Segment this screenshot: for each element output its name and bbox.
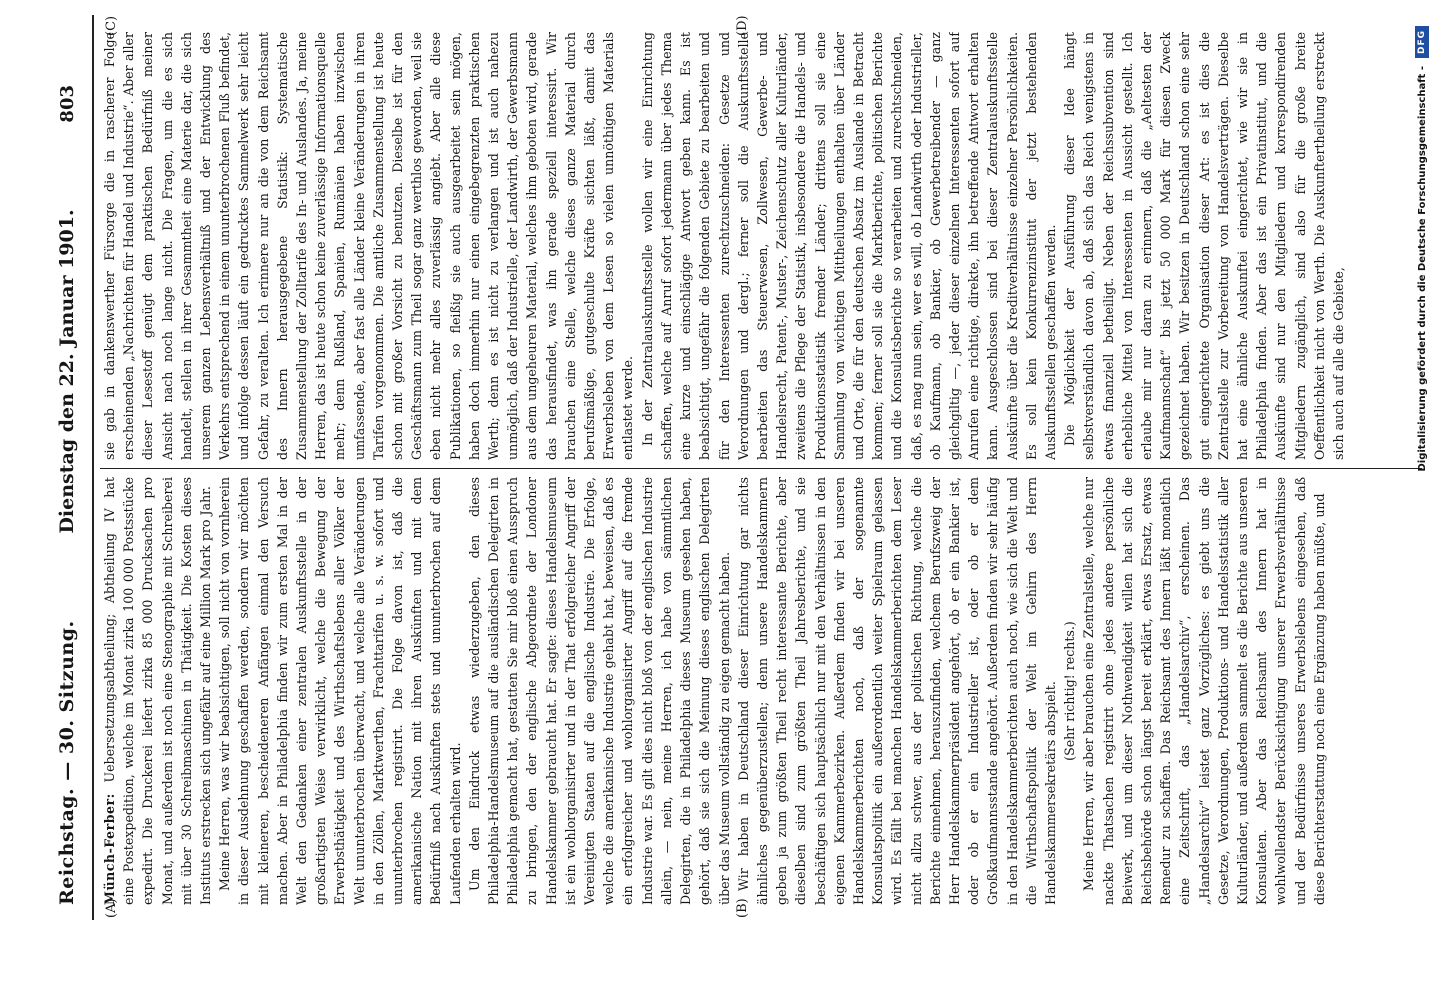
margin-marker-c: (C): [104, 15, 119, 36]
header-date: Dienstag den 22. Januar 1901.: [56, 209, 78, 534]
paragraph: Die Möglichkeit der Ausführung dieser Idee hängt selbstverständlich davon ab, daß sich das Reich wenigstens in etwas finanziell betheiligt. Neben der Reichssubvention sind erhebliche Mittel von Interessenten in Aussicht gestellt. Ich erlaube mir nur daran zu erinnern, daß die „Aeltesten der Kaufmannschaft“ bis jetzt 50 000 Mark für diesen Zweck gezeichnet haben. Wir besitzen in Deutschland schon eine sehr gut eingerichtete Organisation dieser Art: es ist dies die Zentralstelle zur Vorbereitung von Handelsverträgen. Dieselbe hat eine ähnliche Auskunftei eingerichtet, wie wir sie in Philadelphia finden. Aber das ist ein Privatinstitut, und die Auskünfte sind nur den Mitgliedern und korrespondirenden Mitgliedern zugänglich, sind also für die große breite Oeffentlichkeit nicht von Werth. Die Auskunftertheilung erstreckt sich auch auf alle die Gebiete,: [1062, 32, 1346, 460]
left-column: [100, 477, 1424, 905]
speaker-name: Münch-Ferber:: [102, 793, 117, 905]
interjection: (Sehr richtig! rechts.): [1062, 621, 1078, 761]
right-column: [100, 32, 1424, 460]
credit-text: Digitalisierung gefördert durch die Deutsche Forschungsgemeinschaft -: [1416, 66, 1428, 472]
margin-marker-b: (B): [735, 898, 750, 918]
paragraph: Um den Eindruck etwas wiederzugeben, den dieses Philadelphia-Handelsmuseum auf die ausländischen Delegirten in Philadelphia gemacht hat, gestatten Sie mir bloß einen Ausspruch zu bringen, den der englische Abgeordnete der Londoner Handelskammer gebraucht hat. Er sagte: dieses Handelsmuseum ist ein wohlorganisirter und in der That erfolgreicher Angriff der Vereinigten Staaten auf die englische Industrie. Die Erfolge, welche die amerikanische Industrie gehabt hat, beweisen, daß es ein erfolgreicher und wohlorganisirter Angriff auf die fremde Industrie war. Es gilt dies nicht bloß von der englischen Industrie allein, — nein, meine Herren, ich habe von sämmtlichen Delegirten, die in Philadelphia dieses Museum gesehen haben, gehört, daß sie sich die Meinung dieses englischen Delegirten über das Museum vollständig zu eigen gemacht haben.: [466, 477, 732, 905]
paragraph: sie gab in dankenswerther Fürsorge die in rascherer Folge erscheinenden „Nachrichten für Handel und Industrie“. Aber aller dieser Lesestoff genügt dem praktischen Bedürfniß meiner Ansicht nach noch lange nicht. Die Fragen, um die es sich handelt, stellen in ihrer Gesammtheit eine Materie dar, die sich unserem ganzen Lebensverhältniß und der Entwicklung des Verkehrs entsprechend in einem ununterbrochenen Fluß befindet, und infolge dessen läuft ein gedrucktes Sammelwerk sehr leicht Gefahr, zu veralten. Ich erinnere nur an die von dem Reichsamt des Innern herausgegebene Statistik: Systematische Zusammenstellung der Zolltarife des In- und Auslandes. Ja, meine Herren, das ist heute schon keine zuverlässige Informationsquelle mehr; denn Rußland, Spanien, Rumänien haben inzwischen umfassende, aber fast alle Länder kleine Veränderungen in ihren Tarifen vorgenommen. Die amtliche Zusammenstellung ist heute schon mit großer Vorsicht zu benutzen. Dieselbe ist für den Geschäftsmann zum Theil sogar ganz werthlos geworden, weil sie eben nicht mehr alles zuverlässig angiebt. Aber alle diese Publikationen, so fleißig sie auch ausgearbeitet sein mögen, haben doch immerhin nur einen eingebegrenzten praktischen Werth; denn es ist nicht zu verlangen und ist auch nahezu unmöglich, daß der Industrielle, der Landwirth, der Gewerbsmann aus dem ungeheuren Material, welches ihm geboten wird, gerade das herausfindet, was ihn gerade speziell interessirt. Wir brauchen eine Stelle, welche dieses ganze Material durch berufsmäßige, gutgeschulte Kräfte sichten läßt, damit das Erwerbsleben von dem Lesen so vielen unnöthigen Materials entlastet werde.: [102, 32, 636, 460]
margin-marker-a: (A): [104, 898, 119, 918]
header-session: Reichstag. — 30. Sitzung.: [56, 620, 78, 905]
speaker-paragraph: [100, 477, 215, 905]
digitization-credit: [1414, 26, 1430, 986]
margin-marker-d: (D): [735, 15, 750, 36]
paragraph: Wir haben in Deutschland dieser Einrichtung gar nichts ähnliches gegenüberzustellen; denn unsere Handelskammern geben ja zum größten Theil recht interessante Berichte, aber dieselben sind zum größten Theil Jahresberichte, und sie beschäftigen sich hauptsächlich nur mit den Verhältnissen in den eigenen Kammerbezirken. Außerdem finden wir bei unseren Handelskammerberichten noch, daß der sogenannte Konsulatspolitik ein außerordentlich weiter Spielraum gelassen wird. Es fällt bei manchen Handelskammerberichten dem Leser nicht allzu schwer, aus der politischen Richtung, welche die Berichte einnehmen, herauszufinden, welchem Berufszweig der Herr Handelskammerpräsident angehört, ob er ein Bankier ist, oder ob er ein Industrieller ist, oder ob er dem Großkaufmannsstande angehört. Außerdem finden wir sehr häufig in den Handelskammerberichten auch noch, wie sich die Welt und die Wirthschaftspolitik der Welt im Gehirn des Herrn Handelskammersekretärs abspielt.: [735, 477, 1058, 905]
paragraph: Meine Herren, was wir beabsichtigen, soll nicht von vornherein in dieser Ausdehnung geschaffen werden, sondern wir möchten mit kleineren, bescheideneren Anfängen einmal den Versuch machen. Aber in Philadelphia finden wir zum ersten Mal in der Welt den Gedanken einer zentralen Auskunftsstelle in der großartigsten Weise verwirklicht, welche die Bewegung der Erwerbsthätigkeit und des Wirthschaftslebens aller Völker der Welt ununterbrochen überwacht, und welche alle Veränderungen in den Zöllen, Marktwerthen, Frachttarifen u. s. w. sofort und ununterbrochen registrirt. Die Folge davon ist, daß die amerikanische Nation mit ihren Auskünften und mit dem Bedürfniß nach Auskünften stets und ununterbrochen auf dem Laufenden erhalten wird.: [217, 477, 463, 905]
paragraph: In der Zentralauskunftsstelle wollen wir eine Einrichtung schaffen, welche auf Anruf sofort jedermann über jedes Thema eine kurze und einschlägige Antwort geben kann. Es ist beabsichtigt, ungefähr die folgenden Gebiete zu bearbeiten und für den Interessenten zurechtzuschneiden: Gesetze und Verordnungen und dergl.; ferner soll die Auskunftsstelle bearbeiten das Steuerwesen, Zollwesen, Gewerbe- und Handelsrecht, Patent-, Muster-, Zeichenschutz aller Kulturländer, zweitens die Pflege der Statistik, insbesondere die Handels- und Produktionsstatistik fremder Länder; drittens soll sie eine Sammlung von wichtigen Mittheilungen enthalten über Länder und Orte, die für den deutschen Absatz im Auslande in Betracht kommen; ferner soll sie die Marktberichte, politischen Berichte und die Konsulatsberichte so verarbeiten und zurechtschneiden, daß, es mag nun sein, wer es will, ob Landwirth oder Industrieller, ob Kaufmann, ob Bankier, ob Gewerbetreibender — ganz gleichgiltig —, jeder dieser einzelnen Interessenten sofort auf Anrufen eine richtige, direkte, ihn betreffende Antwort erhalten kann. Ausgeschlossen sind bei dieser Zentralauskunftsstelle Auskünfte über die Kreditverhältnisse einzelner Persönlichkeiten. Es soll kein Konkurrenzinstitut der jetzt bestehenden Auskunftsstellen geschaffen werden.: [639, 32, 1058, 460]
column-divider: [100, 468, 1422, 469]
running-head: [56, 85, 86, 905]
header-rule: [92, 15, 94, 920]
paragraph: Uebersetzungsabtheilung; Abtheilung IV hat eine Postexpedition, welche im Monat zirka 100 000 Postsstücke expedirt. Die Druckerei liefert zirka 85 000 Drucksachen pro Monat, und außerdem ist noch eine Stenographie mit Schreiberei mit über 30 Schreibmaschinen in Thätigkeit. Die Kosten dieses Instituts erstrecken sich ungefähr auf eine Million Mark pro Jahr.: [102, 477, 214, 905]
paragraph: Meine Herren, wir aber brauchen eine Zentralstelle, welche nur nackte Thatsachen registrirt ohne jedes andere persönliche Beiwerk, und um dieser Nothwendigkeit willen hat sich die Reichsbehörde schon längst bereit erklärt, etwas Ersatz, etwas Remedur zu schaffen. Das Reichsamt des Innern läßt monatlich eine Zeitschrift, das „Handelsarchiv“, erscheinen. Das „Handelsarchiv“ leistet ganz Vorzügliches: es giebt uns die Gesetze, Verordnungen, Produktions- und Handelsstatistik aller Kulturländer, und außerdem sammelt es die Berichte aus unseren Konsulaten. Aber das Reichsamt des Innern hat in wohlwollendster Berücksichtigung unserer Erwerbsverhältnisse und der Bedürfnisse unseres Erwerbslebens eingesehen, daß diese Berichterstattung noch eine Ergänzung haben müßte, und: [1081, 477, 1327, 905]
dfg-logo: DFG: [1415, 26, 1429, 58]
page-number: 803: [57, 85, 78, 123]
